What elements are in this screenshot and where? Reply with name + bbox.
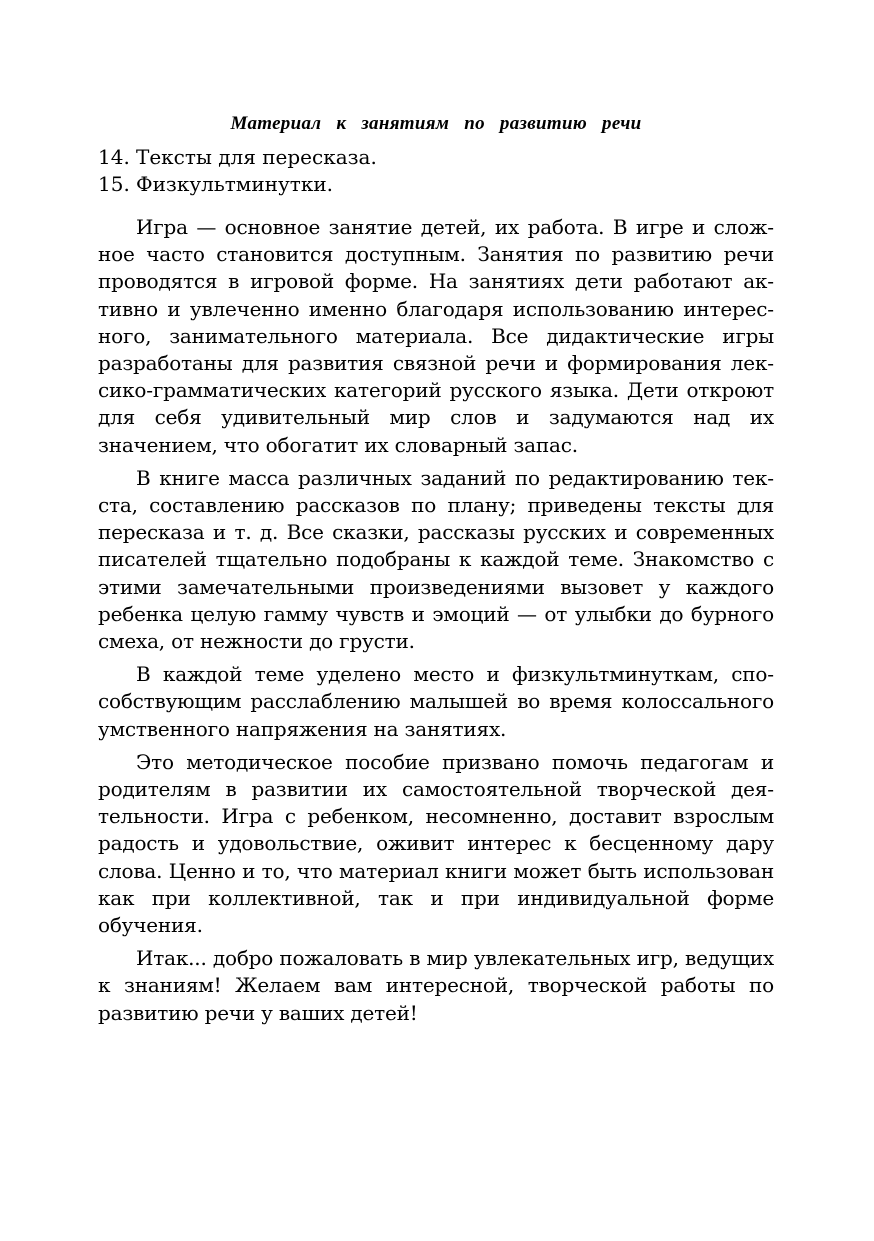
list-item bbox=[98, 171, 774, 198]
paragraph-physical-breaks: В каждой теме уделено место и физкультминуткам, способствующим расслаблению малышей во время колоссального умственного напряжения на занятиях. bbox=[98, 662, 774, 741]
list-item-number: 14. bbox=[98, 145, 130, 169]
body-text bbox=[98, 214, 774, 1027]
list-item-label: Физкультминутки. bbox=[136, 172, 334, 196]
list-item-number: 15. bbox=[98, 172, 130, 196]
list-item bbox=[98, 144, 774, 171]
contents-list bbox=[98, 144, 774, 198]
paragraph-book-tasks: В книге масса различных заданий по редактированию текста, составлению рассказов по плану; приведены тексты для пересказа и т. д. Все сказки, рассказы русских и современных писателей тщательно подобраны к каждой теме. Знакомство с этими замечательными произведениями вызовет у каждого ребенка целую гамму чувств и эмоций — от улыбки до бурного смеха, от нежности до грусти. bbox=[98, 465, 774, 654]
document-page bbox=[98, 110, 774, 1033]
paragraph-welcome: Итак... добро пожаловать в мир увлекательных игр, ведущих к знаниям! Желаем вам интересной, творческой работы по развитию речи у ваших детей! bbox=[98, 946, 774, 1025]
running-header: Материал к занятиям по развитию речи bbox=[230, 113, 642, 134]
list-item-label: Тексты для пересказа. bbox=[136, 145, 377, 169]
paragraph-methodology: Это методическое пособие призвано помочь педагогам и родителям в развитии их самостоятельной творческой деятельности. Игра с ребенком, несомненно, доставит взрослым радость и удовольствие, оживит интерес к бесценному дару слова. Ценно и то, что материал книги может быть использован как при коллективной, так и при индивидуальной форме обучения. bbox=[98, 749, 774, 938]
paragraph-games: Игра — основное занятие детей, их работа. В игре и сложное часто становится доступным. Занятия по развитию речи проводятся в игровой форме. На занятиях дети работают активно и увлеченно именно благодаря использованию интересного, занимательного материала. Все дидактические игры разработаны для развития связной речи и формирования лексико-грамматических категорий русского языка. Дети откроют для себя удивительный мир слов и задумаются над их значением, что обогатит их словарный запас. bbox=[98, 215, 774, 457]
